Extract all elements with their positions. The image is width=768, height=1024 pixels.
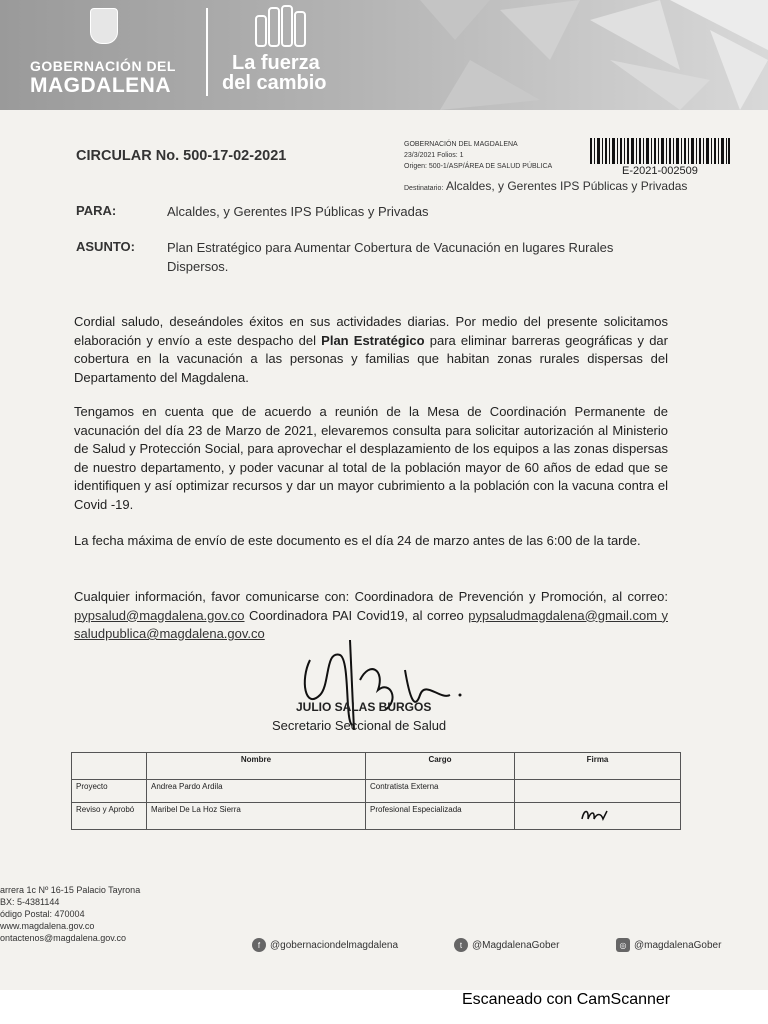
table-cell xyxy=(515,780,681,803)
email-link-2[interactable]: pypsaludmagdalena@gmail.com y saludpublica@magdalena.gov.co xyxy=(74,607,668,641)
destinatario-value: Alcaldes, y Gerentes IPS Públicas y Privadas xyxy=(445,179,688,193)
table-cell-signature xyxy=(515,803,681,830)
twitter-text: @MagdalenaGober xyxy=(472,939,560,951)
p1-text-a: Cordial saludo, deseándoles éxitos en sus actividades diarias. Por medio del presente solicitamos elaboración y envío a este despacho del xyxy=(74,314,668,348)
divider xyxy=(206,8,208,96)
table-header-cell xyxy=(72,753,147,780)
radicado-destinatario xyxy=(404,179,687,193)
table-header-cell: Firma xyxy=(515,753,681,780)
radicado-stamp xyxy=(404,139,552,172)
table-row xyxy=(72,780,681,803)
footer-address: arrera 1c Nº 16-15 Palacio Tayrona xyxy=(0,885,141,895)
facebook-text: @gobernaciondelmagdalena xyxy=(270,939,399,951)
header-banner xyxy=(0,0,768,110)
twitter-handle[interactable] xyxy=(454,938,559,952)
camscanner-note: Escaneado con CamScanner xyxy=(462,991,671,1008)
footer-pbx: BX: 5-4381144 xyxy=(0,897,60,907)
destinatario-label: Destinatario: xyxy=(404,185,444,192)
asunto-label: ASUNTO: xyxy=(76,239,135,254)
radicado-line1: GOBERNACIÓN DEL MAGDALENA xyxy=(404,141,518,148)
facebook-handle[interactable] xyxy=(252,938,398,952)
asunto-value: Plan Estratégico para Aumentar Cobertura de Vacunación en lugares Rurales Dispersos. xyxy=(167,240,614,274)
table-header-row xyxy=(72,753,681,780)
radicado-line2: 23/3/2021 Folios: 1 xyxy=(404,152,464,159)
slogan-line2: del cambio xyxy=(222,72,327,94)
footer-web[interactable]: www.magdalena.gov.co xyxy=(0,921,95,931)
p4-text-a: Cualquier información, favor comunicarse con: Coordinadora de Prevención y Promoción, al correo: xyxy=(74,589,668,604)
radicado-line3: Origen: 500-1/ASP/ÁREA DE SALUD PÚBLICA xyxy=(404,163,553,170)
radicado-number: E-2021-002509 xyxy=(622,165,698,177)
table-header-cell: Cargo xyxy=(366,753,515,780)
instagram-icon: ◎ xyxy=(616,938,630,952)
para-label: PARA: xyxy=(76,203,117,218)
email-link-1[interactable]: pypsalud@magdalena.gov.co xyxy=(74,607,245,623)
table-cell: Contratista Externa xyxy=(366,780,515,803)
signer-name: JULIO SALAS BURGOS xyxy=(296,700,432,714)
facebook-icon: f xyxy=(252,938,266,952)
table-cell: Proyecto xyxy=(72,780,147,803)
gov-name-line1: GOBERNACIÓN DEL xyxy=(30,58,176,74)
table-cell: Reviso y Aprobó xyxy=(72,803,147,830)
table-cell: Andrea Pardo Ardila xyxy=(147,780,366,803)
signer-title: Secretario Seccional de Salud xyxy=(272,718,447,733)
raised-hands-icon xyxy=(250,4,314,50)
barcode xyxy=(590,138,730,164)
body-paragraph-2: Tengamos en cuenta que de acuerdo a reunión de la Mesa de Coordinación Permanente de vacunación del día 23 de Marzo de 2021, elevaremos consulta para solicitar autorización al Ministerio de Salud y Protección Social, para aprovechar el desplazamiento de los equipos a las zonas dispersas de nuestro departamento, y poder vacunar al total de la población mayor de 60 años de edad que se identifiquen y así optimizar recursos y dar un mayor cubrimiento a la población con la vacuna contra el Covid -19. xyxy=(74,404,668,512)
table-header-cell: Nombre xyxy=(147,753,366,780)
para-value: Alcaldes, y Gerentes IPS Públicas y Privadas xyxy=(167,204,429,219)
table-cell: Profesional Especializada xyxy=(366,803,515,830)
twitter-icon: t xyxy=(454,938,468,952)
handwritten-signature xyxy=(290,640,480,730)
body-paragraph-3: La fecha máxima de envío de este documento es el día 24 de marzo antes de las 6:00 de la tarde. xyxy=(74,533,641,548)
slogan-line1: La fuerza xyxy=(232,52,320,74)
instagram-handle[interactable] xyxy=(616,938,721,952)
instagram-text: @magdalenaGober xyxy=(634,939,722,951)
footer-contact xyxy=(0,884,140,944)
triangle-pattern xyxy=(380,0,768,110)
footer-postal: ódigo Postal: 470004 xyxy=(0,909,85,919)
p1-bold: Plan Estratégico xyxy=(321,332,425,348)
body-paragraph-4 xyxy=(74,588,668,644)
approval-table xyxy=(71,752,681,830)
p4-text-b: Coordinadora PAI Covid19, al correo xyxy=(244,607,469,623)
footer-email[interactable]: ontactenos@magdalena.gov.co xyxy=(0,933,127,943)
gov-name-line2: MAGDALENA xyxy=(30,74,171,97)
table-cell: Maribel De La Hoz Sierra xyxy=(147,803,366,830)
initials-signature xyxy=(579,805,609,825)
circular-number: CIRCULAR No. 500-17-02-2021 xyxy=(76,148,287,164)
coat-of-arms-icon xyxy=(90,8,118,44)
body-paragraph-1 xyxy=(74,313,668,387)
p1-text-b: para eliminar barreras geográficas y dar cobertura en la vacunación a las personas y familias que habitan zonas rurales dispersas del Departamento del Magdalena. xyxy=(74,332,668,385)
table-row xyxy=(72,803,681,830)
